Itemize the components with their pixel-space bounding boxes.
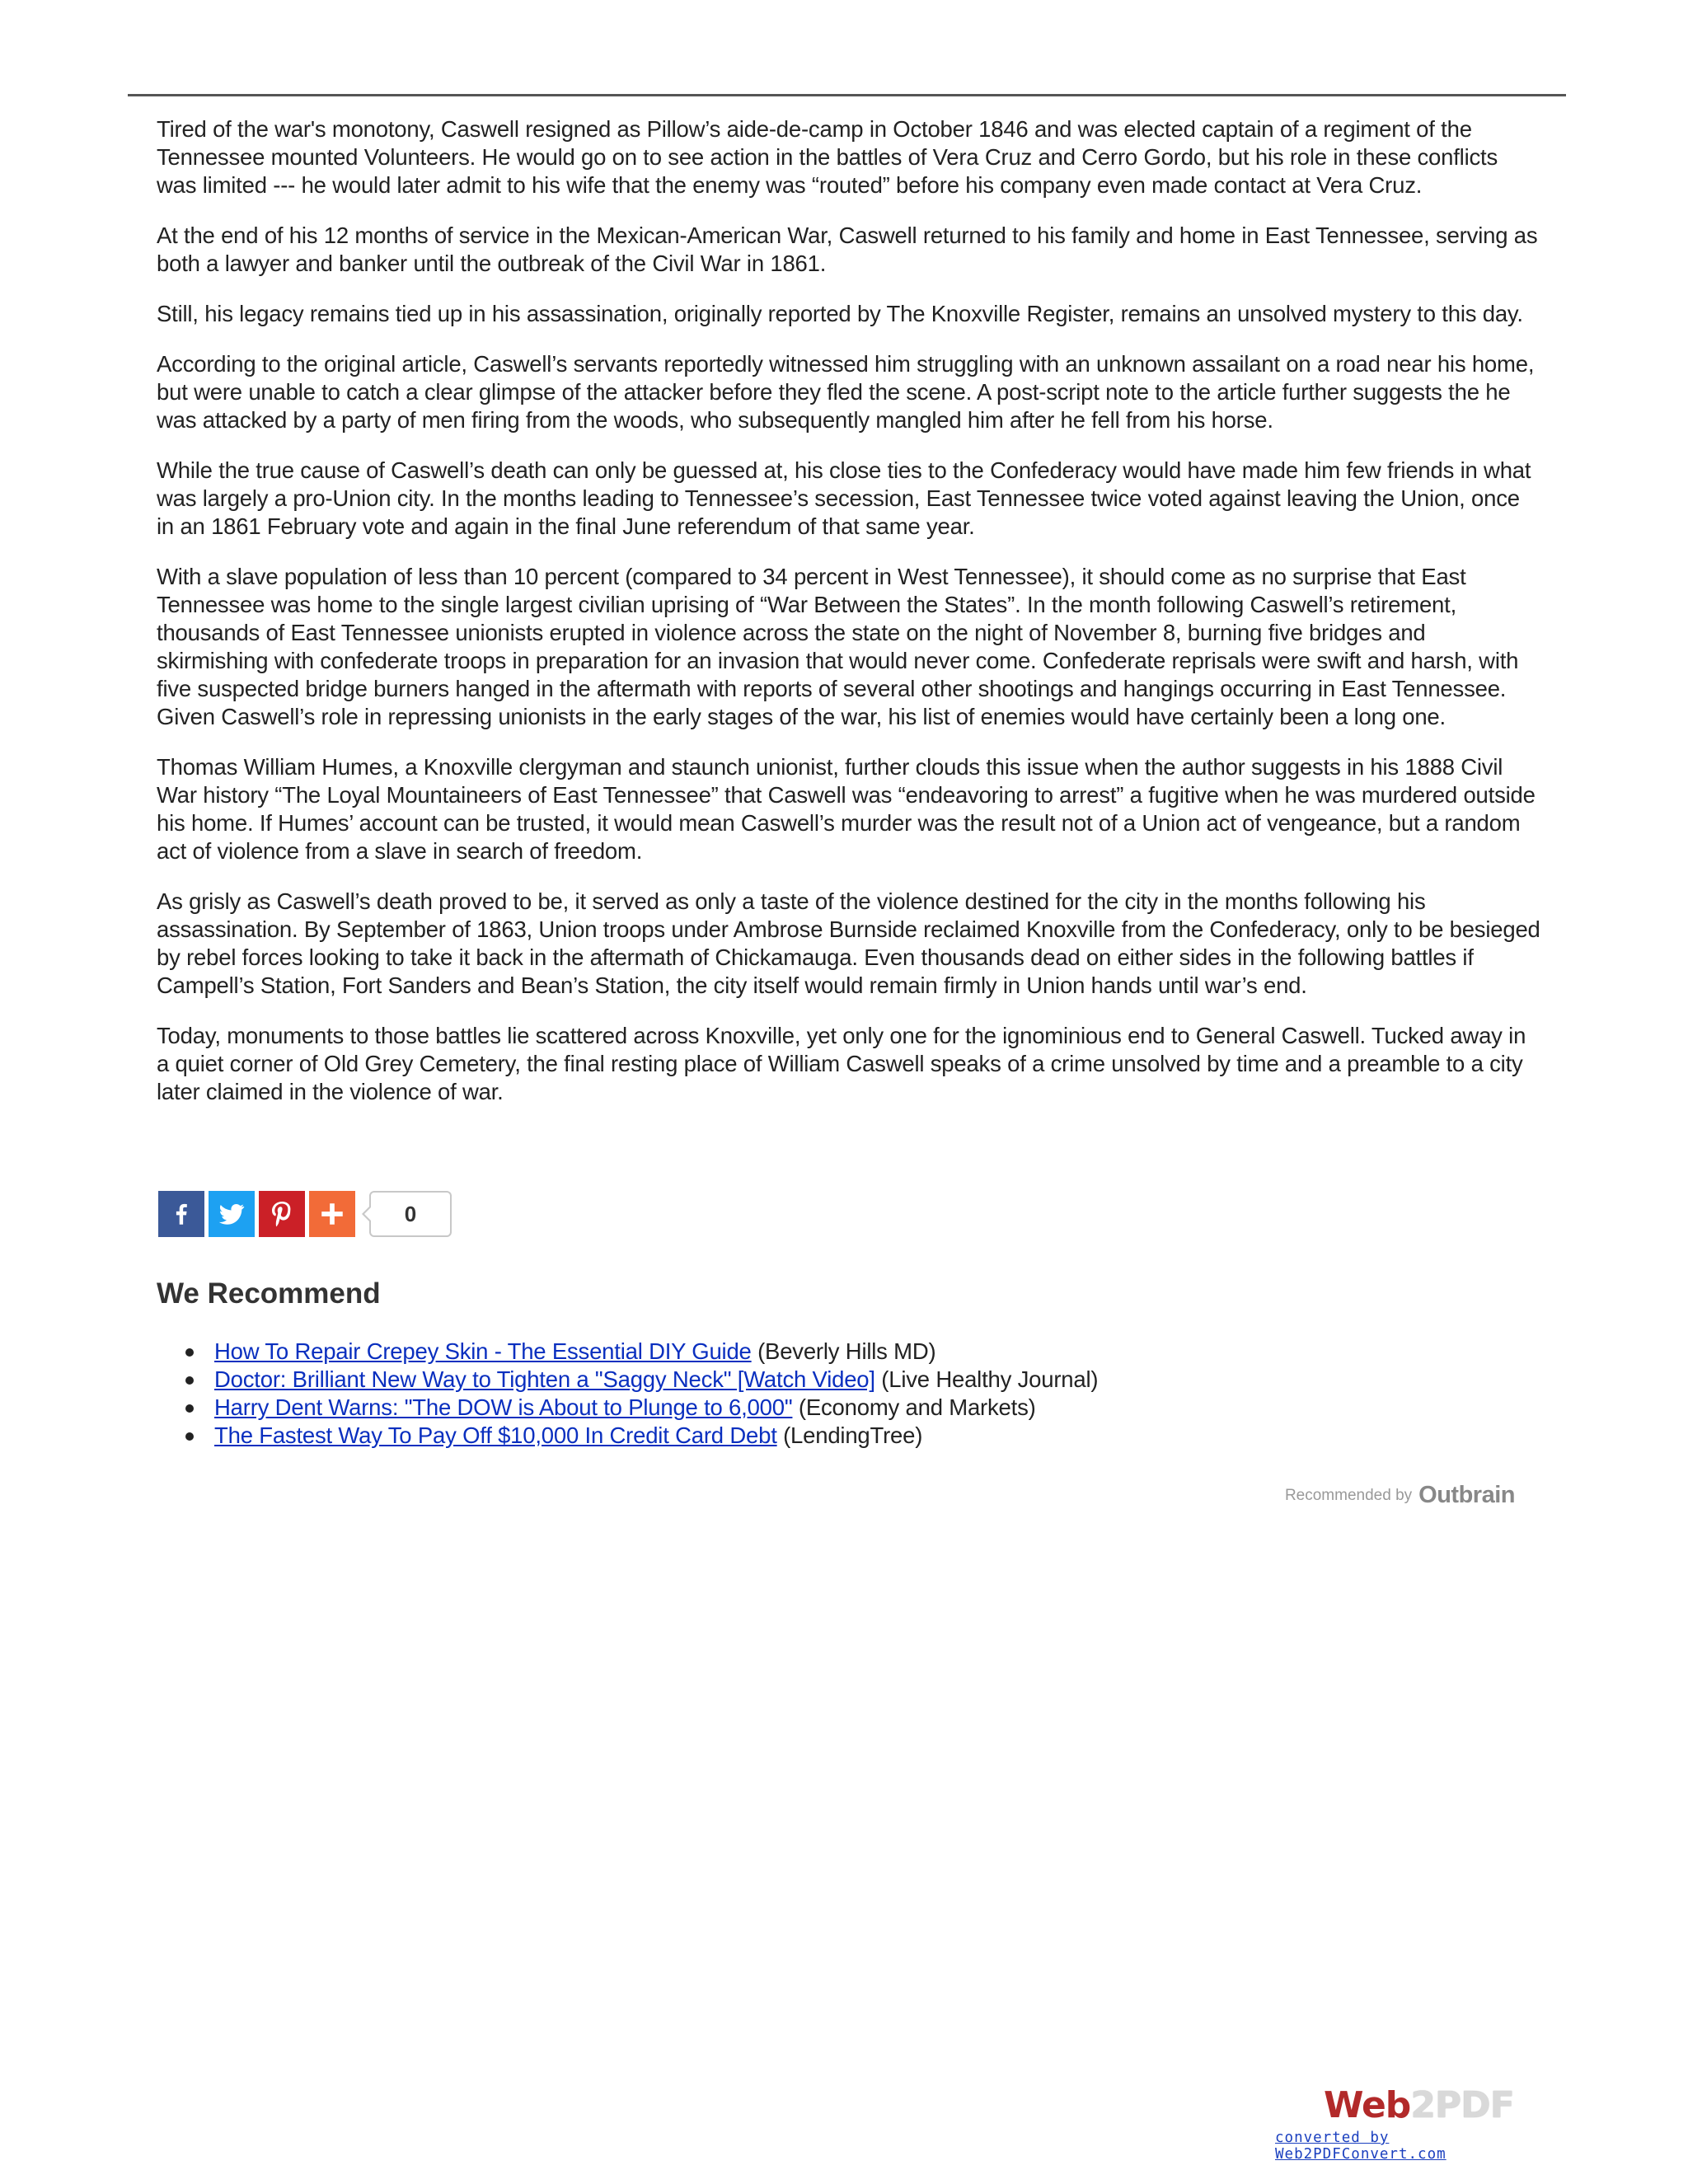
- list-item: [157, 1366, 1098, 1394]
- pinterest-icon: [267, 1199, 297, 1229]
- article-paragraph: According to the original article, Caswell’s servants reportedly witnessed him struggling with an unknown assailant on a road near his home, but were unable to catch a clear glimpse of the attacker before they fled the scene. A post-script note to the article further suggests the he was attacked by a party of men firing from the woods, who subsequently mangled him after he fell from his horse.: [157, 351, 1535, 433]
- outbrain-logo: Outbrain: [1418, 1482, 1515, 1508]
- list-item: [157, 1422, 1098, 1450]
- article-paragraph: As grisly as Caswell’s death proved to be, it served as only a taste of the violence destined for the city in the months following his assassination. By September of 1863, Union troops under Ambrose Burnside reclaimed Knoxville from the Confederacy, only to be besieged by rebel forces looking to take it back in the aftermath of Chickamauga. Even thousands dead on either sides in the following battles if Campell’s Station, Fort Sanders and Bean’s Station, the city itself would remain firmly in Union hands until war’s end.: [157, 888, 1540, 998]
- recommend-link[interactable]: The Fastest Way To Pay Off $10,000 In Credit Card Debt: [214, 1422, 777, 1448]
- list-item: [157, 1338, 1098, 1366]
- bullet-icon: [185, 1376, 194, 1385]
- article-paragraph: At the end of his 12 months of service in the Mexican-American War, Caswell returned to his family and home in East Tennessee, serving as both a lawyer and banker until the outbreak of the Civil War in 1861.: [157, 223, 1538, 276]
- web2pdf-logo: Web 2PDF: [1324, 2083, 1514, 2126]
- recommend-source: (LendingTree): [783, 1422, 923, 1448]
- bullet-icon: [185, 1348, 194, 1357]
- share-count: 0: [369, 1191, 452, 1237]
- recommend-source: (Live Healthy Journal): [881, 1366, 1099, 1392]
- list-item: [157, 1394, 1098, 1422]
- more-share-button[interactable]: [309, 1191, 355, 1237]
- plus-icon: [318, 1200, 346, 1228]
- article-paragraph: Thomas William Humes, a Knoxville clergyman and staunch unionist, further clouds this issue when the author suggests in his 1888 Civil War history “The Loyal Mountaineers of East Tennessee” that Caswell was “endeavoring to arrest” a fugitive when he was murdered outside his home. If Humes’ account can be trusted, it would mean Caswell’s murder was the result not of a Union act of vengeance, but a random act of violence from a slave in search of freedom.: [157, 754, 1536, 864]
- article-paragraph: With a slave population of less than 10 percent (compared to 34 percent in West Tennessee), it should come as no surprise that East Tennessee was home to the single largest civilian uprising of “War Between the States”. In the month following Caswell’s retirement, thousands of East Tennessee unionists erupted in violence across the state on the night of November 8, burning five bridges and skirmishing with confederate troops in preparation for an invasion that would never come. Confederate reprisals were swift and harsh, with five suspected bridge burners hanged in the aftermath with reports of several other shootings and hangings occurring in East Tennessee. Given Caswell’s role in repressing unionists in the early stages of the war, his list of enemies would have certainly been a long one.: [157, 564, 1519, 729]
- converted-by-link[interactable]: converted by Web2PDFConvert.com: [1275, 2130, 1447, 2163]
- recommend-source: (Economy and Markets): [798, 1394, 1036, 1420]
- facebook-icon: [167, 1200, 195, 1228]
- article-paragraph: Tired of the war's monotony, Caswell resigned as Pillow’s aide-de-camp in October 1846 and was elected captain of a regiment of the Tennessee mounted Volunteers. He would go on to see action in the battles of Vera Cruz and Cerro Gordo, but his role in these conflicts was limited --- he would later admit to his wife that the enemy was “routed” before his company even made contact at Vera Cruz.: [157, 116, 1498, 198]
- outbrain-attribution[interactable]: [1285, 1482, 1515, 1509]
- pinterest-share-button[interactable]: [259, 1191, 305, 1237]
- facebook-share-button[interactable]: [158, 1191, 204, 1237]
- bullet-icon: [185, 1404, 194, 1413]
- article-body: [157, 115, 1541, 1128]
- recommend-source: (Beverly Hills MD): [757, 1338, 936, 1364]
- recommend-list: [157, 1338, 1098, 1450]
- recommend-link[interactable]: Doctor: Brilliant New Way to Tighten a "Saggy Neck" [Watch Video]: [214, 1366, 875, 1392]
- article-paragraph: While the true cause of Caswell’s death can only be guessed at, his close ties to the Confederacy would have made him few friends in what was largely a pro-Union city. In the months leading to Tennessee’s secession, East Tennessee twice voted against leaving the Union, once in an 1861 February vote and again in the final June referendum of that same year.: [157, 457, 1531, 539]
- share-bar: [158, 1190, 452, 1238]
- recommended-by-label: Recommended by: [1284, 1486, 1413, 1504]
- recommend-link[interactable]: How To Repair Crepey Skin - The Essential DIY Guide: [214, 1338, 752, 1364]
- article-paragraph: Still, his legacy remains tied up in his assassination, originally reported by The Knoxville Register, remains an unsolved mystery to this day.: [157, 301, 1523, 326]
- article-paragraph: Today, monuments to those battles lie scattered across Knoxville, yet only one for the ignominious end to General Caswell. Tucked away in a quiet corner of Old Grey Cemetery, the final resting place of William Caswell speaks of a crime unsolved by time and a preamble to a city later claimed in the violence of war.: [157, 1023, 1526, 1104]
- top-divider: [128, 94, 1566, 96]
- recommend-heading: We Recommend: [157, 1277, 381, 1310]
- recommend-link[interactable]: Harry Dent Warns: "The DOW is About to Plunge to 6,000": [214, 1394, 793, 1420]
- twitter-share-button[interactable]: [209, 1191, 255, 1237]
- twitter-icon: [217, 1199, 246, 1229]
- bullet-icon: [185, 1432, 194, 1441]
- web2pdf-badge[interactable]: [1275, 2083, 1566, 2163]
